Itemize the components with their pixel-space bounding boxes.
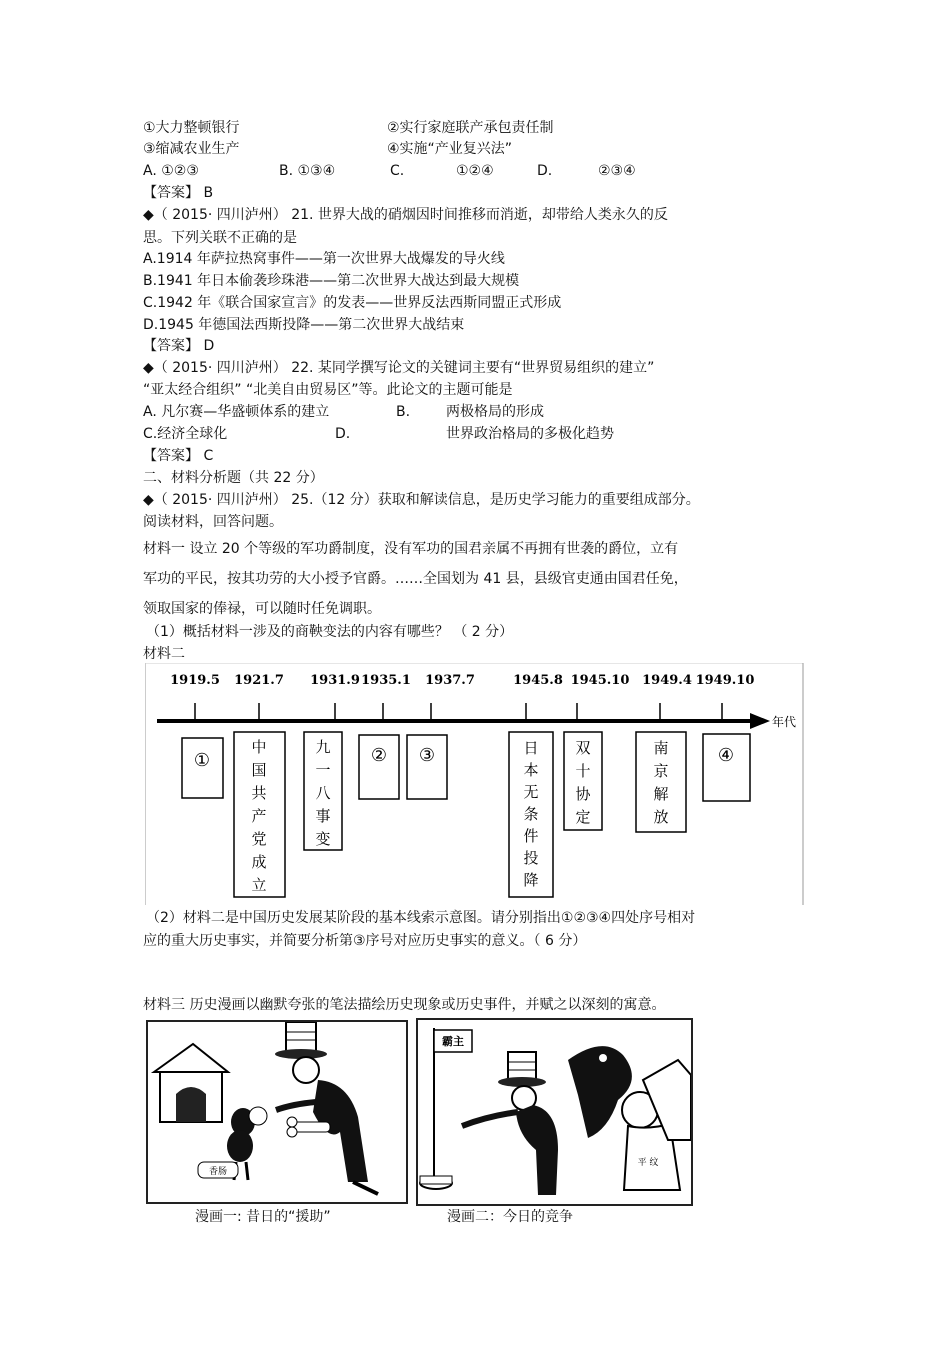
event-label-vertical [523,739,538,889]
tick-1935-1 [359,673,411,799]
svg-text:南: 南 [653,739,669,757]
event-label-vertical [315,738,330,848]
option-1: ①大力整顿银行 [143,120,240,136]
material-1-line1: 材料一 设立 20 个等级的军功爵制度，没有军功的国君亲属不再拥有世袭的爵位，立有 [143,541,679,557]
tag-label: 平 纹 [637,1158,659,1168]
date-label: 1919.5 [170,673,220,688]
cartoon-1-caption: 漫画一: 昔日的“援助” [195,1209,331,1225]
svg-text:1949.10: 1949.10 [695,673,755,688]
q21-head: ◆（ 2015· 四川泸州） 21. 世界大战的硝烟因时间推移而消逝，却带给人类永久的反 [143,207,668,223]
svg-text:产: 产 [251,807,267,825]
q22-a: A. 凡尔赛—华盛顿体系的建立 [143,404,330,420]
choice-a: A. ①②③ [143,163,199,179]
svg-text:投: 投 [523,849,539,867]
axis-arrow-icon [750,713,770,729]
event-label-vertical [251,738,266,894]
svg-text:中: 中 [251,738,267,756]
cartoon-1 [146,1020,408,1204]
material-1-line2: 军功的平民，按其功劳的大小授予官爵。……全国划为 41 县，县级官吏通由国君任免， [143,571,688,587]
tick-1949-10 [696,673,755,801]
sub-question-2-line1: （2）材料二是中国历史发展某阶段的基本线索示意图。请分别指出①②③④四处序号相对 [146,910,696,926]
timeline-svg [145,663,805,905]
q22-b: B. [396,404,411,420]
svg-text:八: 八 [315,784,331,802]
material-1-line3: 领取国家的俸禄，可以随时任免调职。 [143,601,381,617]
svg-text:②: ② [370,745,388,766]
cartoon-2-drawing [418,1020,691,1204]
svg-text:件: 件 [523,827,539,845]
cartoon-2-caption: 漫画二：今日的竞争 [447,1209,573,1225]
tick-1949-4 [636,673,692,832]
tick-1921-7 [234,673,285,897]
svg-text:党: 党 [251,830,267,848]
tag-label: 香肠 [208,1167,228,1177]
svg-text:共: 共 [251,784,267,802]
option-3: ③缩减农业生产 [143,141,240,157]
q25-head2: 阅读材料，回答问题。 [143,514,283,530]
axis-label: 年代 [772,715,797,729]
q21-head2: 思。下列关联不正确的是 [143,230,297,246]
svg-text:立: 立 [251,876,267,894]
svg-text:无: 无 [523,783,539,801]
tick-1937-7 [407,673,475,799]
cartoon-1-drawing [148,1022,406,1202]
svg-text:③: ③ [418,745,436,766]
svg-text:1935.1: 1935.1 [361,673,411,688]
q22-c: C.经济全球化 [143,426,228,442]
option-2: ②实行家庭联产承包责任制 [387,120,554,136]
choice-c: C. [390,163,405,179]
q22-d-value: 世界政治格局的多极化趋势 [446,426,614,442]
answer-22: 【答案】 C [143,448,214,464]
sub-question-1: （1）概括材料一涉及的商鞅变法的内容有哪些？ （ 2 分） [146,624,514,640]
svg-text:事: 事 [315,807,331,825]
event-label: ① [193,750,211,771]
option-4: ④实施“产业复兴法” [387,141,513,157]
q22-head: ◆（ 2015· 四川泸州） 22. 某同学撰写论文的关键词主要有“世界贸易组织的建立” [143,360,655,376]
q22-d: D. [335,426,351,442]
svg-text:日: 日 [523,739,539,757]
svg-text:定: 定 [575,808,591,826]
timeline-diagram [145,663,805,905]
svg-text:一: 一 [315,761,331,779]
svg-text:双: 双 [575,739,591,757]
svg-text:成: 成 [251,853,267,871]
answer-20: 【答案】 B [143,185,214,201]
q22-b-value: 两极格局的形成 [446,404,544,420]
q21-d: D.1945 年德国法西斯投降——第二次世界大战结束 [143,317,465,333]
svg-text:国: 国 [251,761,267,779]
tick-1945-10 [564,673,629,830]
svg-text:协: 协 [575,785,591,803]
sub-question-2-line2: 应的重大历史事实，并简要分析第③序号对应历史事实的意义。（ 6 分） [143,933,587,949]
svg-text:京: 京 [653,762,669,780]
svg-text:放: 放 [653,808,669,826]
choice-c-value: ①②④ [456,163,494,179]
tick-1919-5 [170,673,223,798]
svg-text:④: ④ [717,745,735,766]
tick-1945-8 [509,673,563,897]
svg-text:解: 解 [653,785,669,803]
svg-text:十: 十 [575,762,591,780]
svg-text:1945.8: 1945.8 [513,673,563,688]
q22-head2: “亚太经合组织” “北美自由贸易区”等。此论文的主题可能是 [143,382,513,398]
q21-b: B.1941 年日本偷袭珍珠港——第二次世界大战达到最大规模 [143,273,520,289]
svg-text:1949.4: 1949.4 [642,673,692,688]
material-2-label: 材料二 [143,646,185,662]
section-title: 二、材料分析题（共 22 分） [143,470,324,486]
svg-text:条: 条 [523,805,539,823]
choice-d: D. [537,163,553,179]
answer-21: 【答案】 D [143,338,215,354]
svg-text:降: 降 [523,871,539,889]
flag-label: 霸主 [442,1035,464,1048]
svg-text:1931.9: 1931.9 [310,673,360,688]
cartoon-2 [416,1018,693,1206]
choice-b: B. ①③④ [279,163,336,179]
svg-text:1945.10: 1945.10 [570,673,630,688]
svg-text:本: 本 [523,761,539,779]
choice-d-value: ②③④ [598,163,636,179]
q21-c: C.1942 年《联合国家宣言》的发表——世界反法西斯同盟正式形成 [143,295,562,311]
svg-text:1921.7: 1921.7 [234,673,284,688]
svg-text:变: 变 [315,830,331,848]
q25-head: ◆（ 2015· 四川泸州） 25.（12 分）获取和解读信息，是历史学习能力的重要组成部分。 [143,492,700,508]
q21-a: A.1914 年萨拉热窝事件——第一次世界大战爆发的导火线 [143,251,505,267]
material-3-label: 材料三 历史漫画以幽默夸张的笔法描绘历史现象或历史事件，并赋之以深刻的寓意。 [143,997,666,1013]
svg-text:九: 九 [315,738,331,756]
svg-text:1937.7: 1937.7 [425,673,475,688]
tick-1931-9 [304,673,360,850]
